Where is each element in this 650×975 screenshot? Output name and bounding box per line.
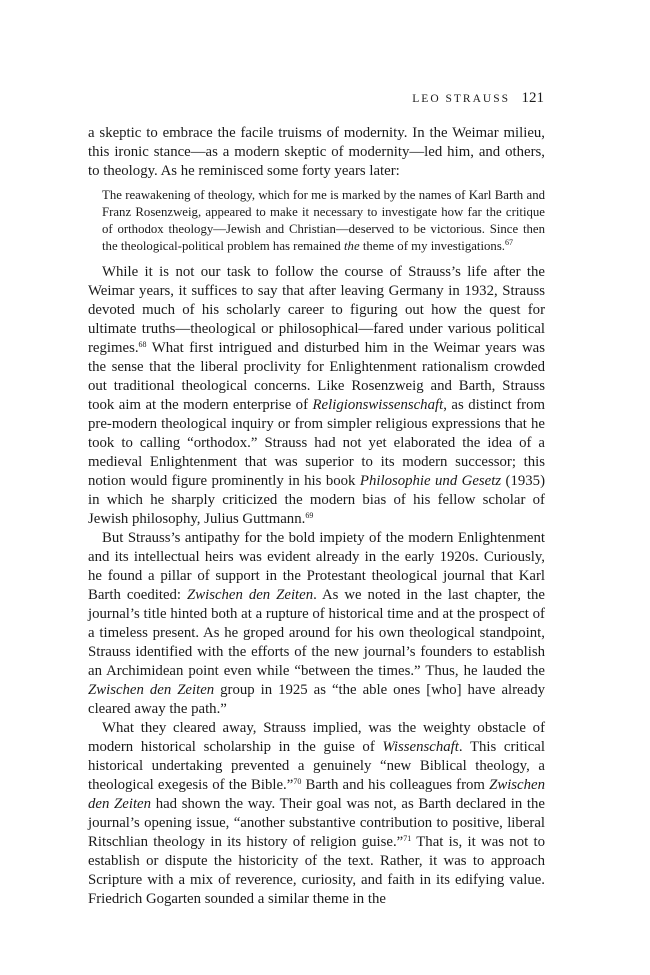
text-run: That is, it was not to establish or dispute the historicity of the text. Rather, it was to approach Scripture with a mix of reverence, curiosity, and faith in its edifying value. Friedrich Gogarten sounded a similar theme in the: [88, 834, 546, 907]
text-run: What they cleared away, Strauss implied, was the weighty obstacle of modern historical scholarship in the guise of: [88, 720, 545, 755]
text-run: had shown the way. Their goal was not, as Barth declared in the journal’s opening issue, “another substantive contribution to positive, liberal Ritschlian theology in its history of religion guise.”: [88, 796, 545, 850]
text-run: The reawakening of theology, which for me is marked by the names of Karl Barth and Franz Rosenzweig, appeared to make it necessary to investigate how far the critique of orthodox theology—Jewish and Christian—deserved to be victorious. Since then the theological-political problem has remained: [102, 188, 545, 253]
text-run: group in 1925 as “the able ones [who] have already cleared away the path.”: [88, 682, 545, 717]
text-run: . As we noted in the last chapter, the journal’s title hinted both at a rupture of historical time and at the prospect of a timeless present. As he groped around for his own theological standpoint, Strauss identified with the efforts of the new journal’s founders to establish an Archimidean point even while “between the times.” Thus, he lauded the: [88, 587, 545, 679]
text-run: , as distinct from pre-modern theological inquiry or from simpler religious expressions that he took to calling “orthodox.” Strauss had not yet elaborated the idea of a medieval Enlightenment that was superior to its modern successor; this notion would figure prominently in his book: [88, 397, 546, 489]
text-run: What first intrigued and disturbed him in the Weimar years was the sense that the liberal proclivity for Enlightenment rationalism crowded out traditional theological concerns. Like Rosenzweig and Barth, Strauss took aim at the modern enterprise of: [88, 340, 545, 413]
italic-text: Philosophie und Gesetz: [359, 473, 502, 489]
italic-text: Wissenschaft: [382, 739, 459, 755]
footnote-ref: 68: [138, 340, 147, 349]
paragraph-4: [88, 719, 545, 909]
text-run: theme of my investigations.: [359, 239, 506, 253]
footnote-ref: 67: [505, 238, 514, 247]
text-run: (1935) in which he sharply criticized the modern bias of his fellow scholar of Jewish philosophy, Julius Guttmann.: [88, 473, 546, 527]
text-run: Barth and his colleagues from: [301, 777, 490, 793]
body-text: [88, 124, 545, 909]
italic-text: Zwischen den Zeiten: [187, 587, 314, 603]
block-quote: [102, 187, 545, 255]
text-run: While it is not our task to follow the course of Strauss’s life after the Weimar years, it suffices to say that after leaving Germany in 1932, Strauss devoted much of his scholarly career to figuring out how the quest for ultimate truths—theological or philosophical—fared under various political regimes.: [88, 264, 545, 356]
italic-text: the: [344, 239, 360, 253]
footnote-ref: 71: [403, 834, 412, 843]
text-run: . This critical historical undertaking prevented a genuinely “new Biblical theology, a theological exegesis of the Bible.”: [88, 739, 545, 793]
footnote-ref: 70: [293, 777, 302, 786]
running-head: [412, 88, 544, 109]
text-run: a skeptic to embrace the facile truisms of modernity. In the Weimar milieu, this ironic stance—as a modern skeptic of modernity—led him, and others, to theology. As he reminisced some forty years later:: [88, 125, 545, 179]
italic-text: Religionswissenschaft: [312, 397, 444, 413]
italic-text: Zwischen den Zeiten: [88, 777, 545, 812]
footnote-ref: 69: [305, 511, 314, 520]
text-run: But Strauss’s antipathy for the bold impiety of the modern Enlightenment and its intellectual heirs was evident already in the early 1920s. Curiously, he found a pillar of support in the Protestant theological journal that Karl Barth coedited:: [88, 530, 545, 603]
page-number: 121: [521, 90, 544, 106]
italic-text: Zwischen den Zeiten: [88, 682, 215, 698]
paragraph-1: [88, 124, 545, 181]
running-title: LEO STRAUSS: [412, 93, 510, 105]
paragraph-2: [88, 263, 545, 529]
paragraph-3: [88, 529, 545, 719]
